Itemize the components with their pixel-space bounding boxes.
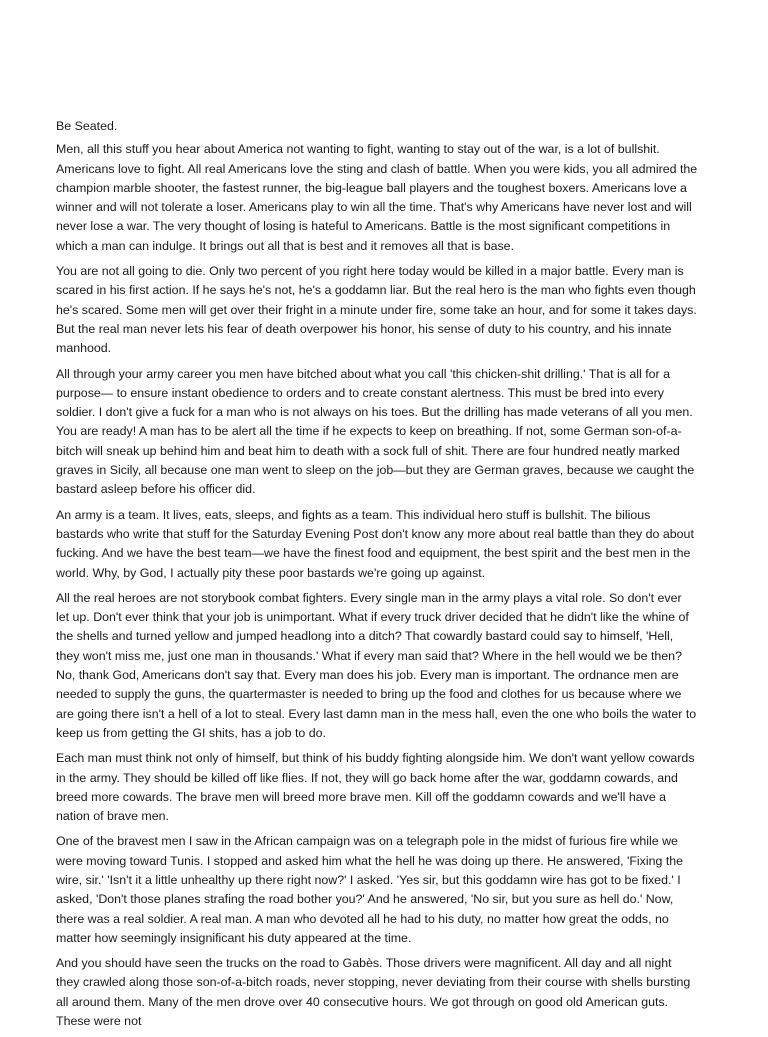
paragraph-8: And you should have seen the trucks on the road to Gabès. Those drivers were magnificent. All day and all night they crawled along those son-of-a-bitch roads, never stopping, never deviating from their course with shells bursting all around them. Many of the men drove over 40 consecutive hours. We got through on good old American guts. These were not [56, 956, 691, 1029]
salutation: Be Seated. [56, 119, 118, 133]
paragraph-2: You are not all going to die. Only two percent of you right here today would be killed in a major battle. Every man is scared in his first action. If he says he's not, he's a goddamn liar. But the real hero is the man who fights even though he's scared. Some men will get over their fright in a minute under fire, some take an hour, and for some it takes days. But the real man never lets his fear of death overpower his honor, his sense of duty to his country, and his innate manhood. [56, 264, 697, 356]
paragraph-5: All the real heroes are not storybook combat fighters. Every single man in the army plays a vital role. So don't ever let up. Don't ever think that your job is unimportant. What if every truck driver decided that he didn't like the whine of the shells and turned yellow and jumped headlong into a ditch? That cowardly bastard could say to himself, 'Hell, they won't miss me, just one man in thousands.' What if every man said that? Where in the hell would we be then? No, thank God, Americans don't say that. Every man does his job. Every man is important. The ordnance men are needed to supply the guns, the quartermaster is needed to bring up the food and clothes for us because where we are going there isn't a hell of a lot to steal. Every last damn man in the mess hall, even the one who boils the water to keep us from getting the GI shits, has a job to do. [56, 590, 697, 740]
paragraph-6: Each man must think not only of himself, but think of his buddy fighting alongside him. We don't want yellow cowards in the army. They should be killed off like flies. If not, they will go back home after the war, goddamn cowards, and breed more cowards. The brave men will breed more brave men. Kill off the goddamn cowards and we'll have a nation of brave men. [56, 751, 695, 824]
paragraph-1: Men, all this stuff you hear about America not wanting to fight, wanting to stay out of the war, is a lot of bullshit. Americans love to fight. All real Americans love the sting and clash of battle. When you were kids, you all admired the champion marble shooter, the fastest runner, the big-league ball players and the toughest boxers. Americans love a winner and will not tolerate a loser. Americans play to win all the time. That's why Americans have never lost and will never lose a war. The very thought of losing is hateful to Americans. Battle is the most significant competitions in which a man can indulge. It brings out all that is best and it removes all that is base. [56, 142, 698, 253]
paragraph-3: All through your army career you men have bitched about what you call 'this chicken-shit drilling.' That is all for a purpose— to ensure instant obedience to orders and to create constant alertness. This must be bred into every soldier. I don't give a fuck for a man who is not always on his toes. But the drilling has made veterans of all you men. You are ready! A man has to be alert all the time if he expects to keep on breathing. If not, some German son-of-a-bitch will sneak up behind him and beat him to death with a sock full of shit. There are four hundred neatly marked graves in Sicily, all because one man went to sleep on the job—but they are German graves, because we caught the bastard asleep before his officer did. [56, 366, 695, 497]
document-page [56, 117, 698, 1037]
paragraph-4: An army is a team. It lives, eats, sleeps, and fights as a team. This individual hero stuff is bullshit. The bilious bastards who write that stuff for the Saturday Evening Post don't know any more about real battle than they do about fucking. And we have the best team—we have the finest food and equipment, the best spirit and the best men in the world. Why, by God, I actually pity these poor bastards we're going up against. [56, 507, 694, 580]
paragraph-7: One of the bravest men I saw in the African campaign was on a telegraph pole in the midst of furious fire while we were moving toward Tunis. I stopped and asked him what the hell he was doing up there. He answered, 'Fixing the wire, sir.' 'Isn't it a little unhealthy up there right now?' I asked. 'Yes sir, but this goddamn wire has got to be fixed.' I asked, 'Don't those planes strafing the road bother you?' And he answered, 'No sir, but you sure as hell do.' Now, there was a real soldier. A real man. A man who devoted all he had to his duty, no matter how great the odds, no matter how seemingly insignificant his duty appeared at the time. [56, 834, 684, 945]
